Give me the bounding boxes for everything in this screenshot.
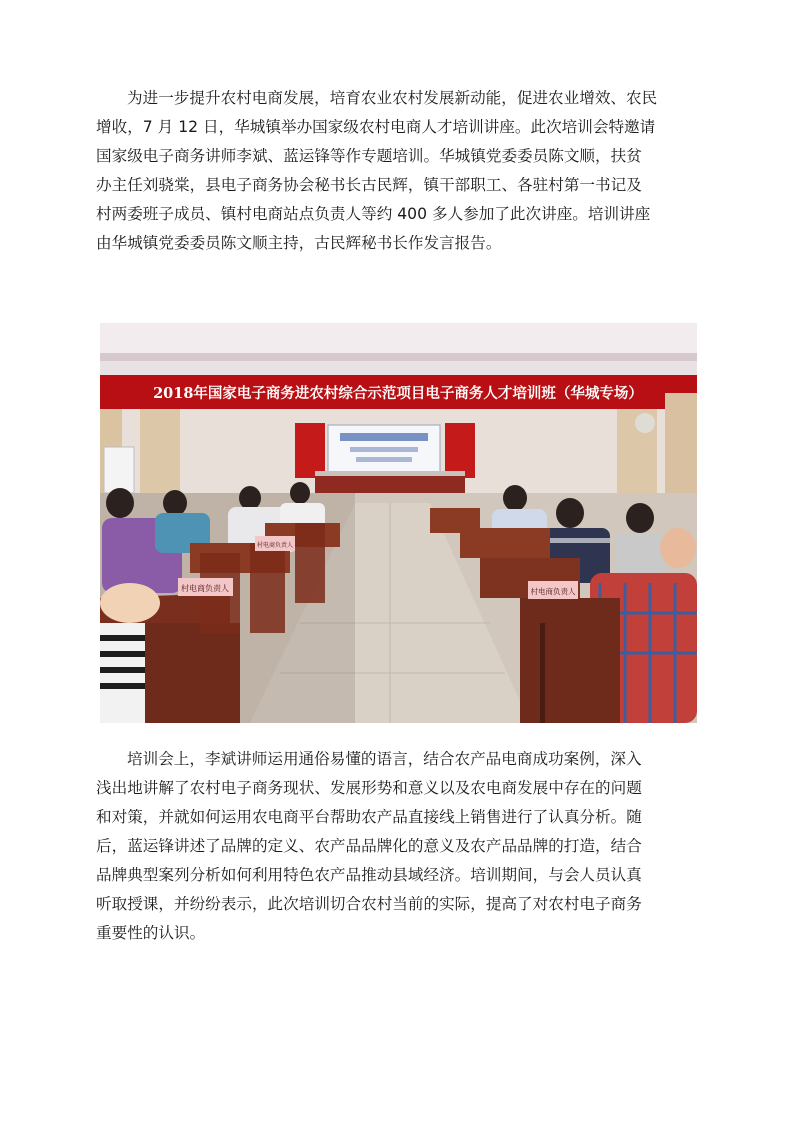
body-paragraph xyxy=(96,745,700,948)
intro-line: 由华城镇党委委员陈文顺主持，古民辉秘书长作发言报告。 xyxy=(96,234,502,252)
body-line: 培训会上，李斌讲师运用通俗易懂的语言，结合农产品电商成功案例，深入 xyxy=(127,750,642,768)
training-photo xyxy=(100,323,697,723)
banner-text: 2018年国家电子商务进农村综合示范项目电子商务人才培训班（华城专场） xyxy=(153,385,643,402)
svg-text:村电商负责人: 村电商负责人 xyxy=(256,542,294,549)
body-line: 品牌典型案列分析如何利用特色农产品推动县域经济。培训期间，与会人员认真 xyxy=(96,866,642,884)
body-line: 和对策，并就如何运用农电商平台帮助农产品直接线上销售进行了认真分析。随 xyxy=(96,808,642,826)
name-card xyxy=(255,536,295,551)
intro-line: 增收，7 月 12 日，华城镇举办国家级农村电商人才培训讲座。此次培训会特邀请 xyxy=(96,118,656,136)
body-line: 后，蓝运锋讲述了品牌的定义、农产品品牌化的意义及农产品品牌的打造，结合 xyxy=(96,837,642,855)
svg-text:村电商负责人: 村电商负责人 xyxy=(181,584,229,593)
intro-paragraph xyxy=(96,84,700,258)
svg-text:村电商负责人: 村电商负责人 xyxy=(530,587,576,596)
body-line: 听取授课，并纷纷表示，此次培训切合农村当前的实际，提高了对农村电子商务 xyxy=(96,895,642,913)
body-line: 重要性的认识。 xyxy=(96,924,206,942)
intro-line: 村两委班子成员、镇村电商站点负责人等约 400 多人参加了此次讲座。培训讲座 xyxy=(96,205,651,223)
intro-line: 办主任刘骁棠，县电子商务协会秘书长古民辉，镇干部职工、各驻村第一书记及 xyxy=(96,176,642,194)
intro-line: 为进一步提升农村电商发展，培育农业农村发展新动能，促进农业增效、农民 xyxy=(127,89,658,107)
name-card xyxy=(528,581,578,599)
body-line: 浅出地讲解了农村电子商务现状、发展形势和意义以及农电商发展中存在的问题 xyxy=(96,779,642,797)
intro-line: 国家级电子商务讲师李斌、蓝运锋等作专题培训。华城镇党委委员陈文顺，扶贫 xyxy=(96,147,642,165)
name-card xyxy=(178,578,233,596)
